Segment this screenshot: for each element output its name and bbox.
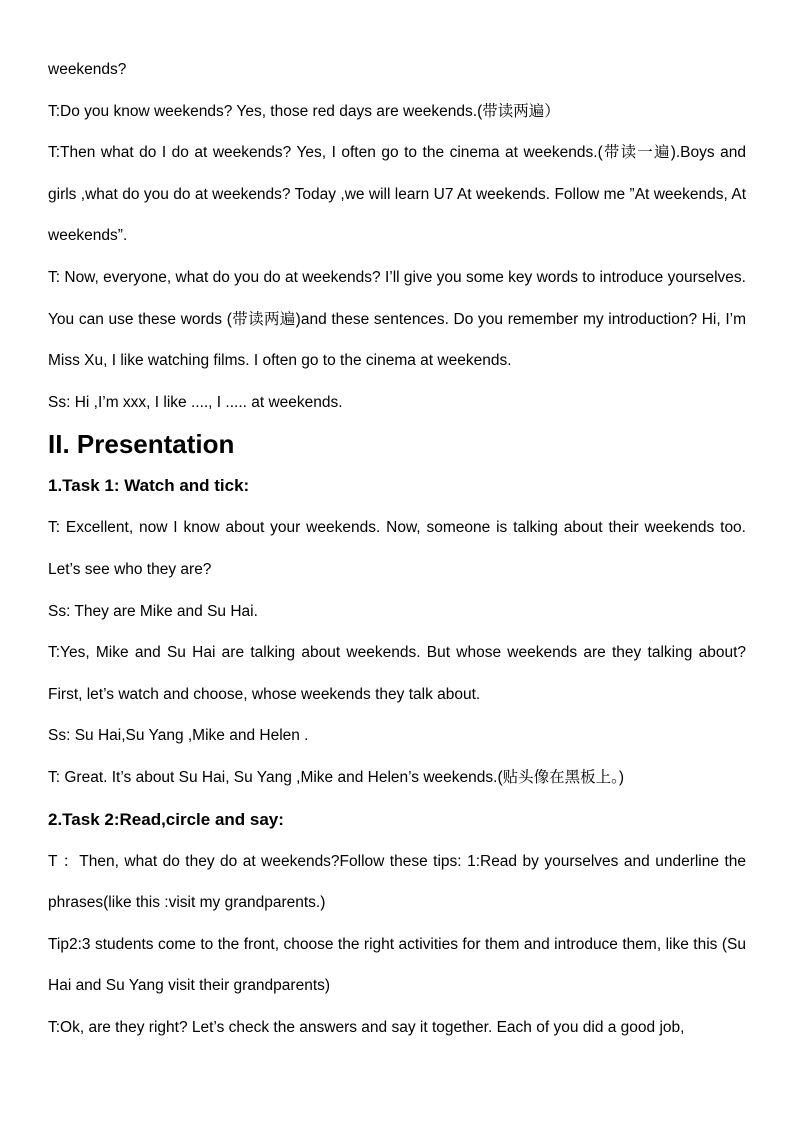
paragraph: weekends? bbox=[48, 61, 127, 78]
paragraph: T:Yes, Mike and Su Hai are talking about weekends. But whose weekends are they talking about? First, let’s watch and choose, whose weekends they talk about. bbox=[48, 644, 746, 703]
paragraph: Ss: Hi ,I’m xxx, I like ...., I ..... at weekends. bbox=[48, 393, 343, 411]
paragraph: Ss: Su Hai,Su Yang ,Mike and Helen . bbox=[48, 727, 309, 745]
paragraph: T:Then what do I do at weekends? Yes, I often go to the cinema at weekends.(带读一遍).Boys and girls ,what do you do at weekends? Today ,we will learn U7 At weekends. Follow me ”At weekends, At weekends”. bbox=[48, 144, 746, 245]
paragraph: Tip2:3 students come to the front, choose the right activities for them and introduce them, like this (Su Hai and Su Yang visit their grandparents) bbox=[48, 935, 746, 995]
paragraph: T ：Then, what do they do at weekends?Follow these tips: 1:Read by yourselves and underline the phrases(like this :visit my grandparents.) bbox=[48, 852, 746, 912]
paragraph: T:Do you know weekends? Yes, those red days are weekends.(带读两遍） bbox=[48, 102, 560, 120]
paragraph: Ss: They are Mike and Su Hai. bbox=[48, 602, 258, 620]
paragraph: T: Now, everyone, what do you do at weekends? I’ll give you some key words to introduce yourselves. You can use these words (带读两遍)and these sentences. Do you remember my introduction? Hi, I’m Miss Xu, I like watching films. I often go to the cinema at weekends. bbox=[48, 268, 746, 370]
paragraph: T: Excellent, now I know about your weekends. Now, someone is talking about their weekends too. Let’s see who they are? bbox=[48, 519, 746, 578]
document-page bbox=[48, 0, 746, 1048]
paragraph: T: Great. It’s about Su Hai, Su Yang ,Mike and Helen’s weekends.(贴头像在黑板上。) bbox=[48, 768, 625, 786]
paragraph: T:Ok, are they right? Let’s check the answers and say it together. Each of you did a good job, bbox=[48, 1018, 685, 1036]
section-heading: II. Presentation bbox=[48, 429, 235, 460]
task1-heading: 1.Task 1: Watch and tick: bbox=[48, 476, 250, 496]
task2-heading: 2.Task 2:Read,circle and say: bbox=[48, 809, 284, 829]
